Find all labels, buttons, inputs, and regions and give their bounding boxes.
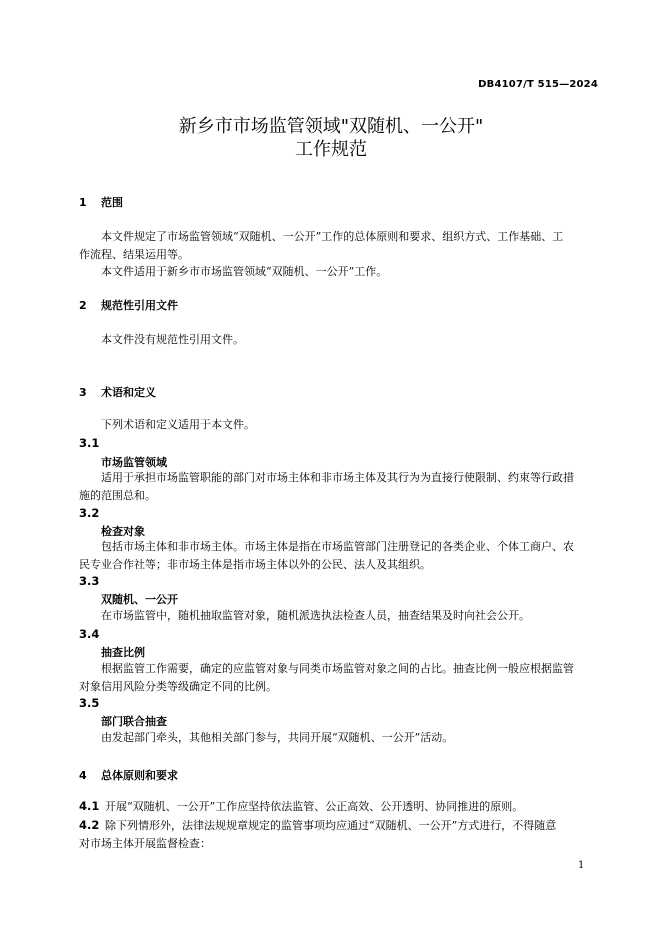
text-line: 由发起部门牵头，其他相关部门参与，共同开展“双随机、一公开”活动。: [101, 731, 454, 744]
section-title: 术语和定义: [101, 386, 156, 399]
text-line: 本文件适用于新乡市市场监管领域“双随机、一公开”工作。: [101, 265, 388, 278]
text-line: 施的范围总和。: [79, 488, 156, 502]
term-number: 3.1: [79, 436, 100, 450]
section-heading-principles: [79, 767, 178, 783]
section-number: 1: [79, 196, 87, 209]
document-title-line1: 新乡市市场监管领域"双随机、一公开": [178, 116, 484, 137]
clause-number: 4.2: [79, 818, 100, 832]
references-paragraph: [101, 331, 244, 349]
text-line: 本文件规定了市场监管领域“双随机、一公开”工作的总体原则和要求、组织方式、工作基础、工: [101, 230, 564, 243]
section-heading-scope: [79, 194, 123, 210]
section-title: 总体原则和要求: [101, 769, 178, 782]
scope-paragraph: [79, 228, 563, 281]
section-heading-terms: [79, 384, 156, 400]
text-line: 本文件没有规范性引用文件。: [101, 333, 244, 346]
term-name: 部门联合抽查: [101, 715, 167, 728]
section-number: 2: [79, 299, 87, 312]
text-line: 根据监管工作需要，确定的应监管对象与同类市场监管对象之间的占比。抽查比例一般应根据监管: [101, 662, 574, 675]
terms-intro: [101, 416, 255, 434]
text-line: 对象信用风险分类等级确定不同的比例。: [79, 679, 277, 693]
term-number: 3.5: [79, 696, 100, 710]
term-name: 抽查比例: [101, 646, 145, 659]
term-definition: [79, 660, 574, 695]
clause-text: 除下列情形外，法律法规规章规定的监管事项均应通过“双随机、一公开”方式进行，不得随意: [105, 819, 557, 832]
term-definition: [79, 538, 574, 573]
term-name: 检查对象: [101, 525, 145, 538]
document-title-line2: 工作规范: [295, 139, 367, 160]
standard-code: DB4107/T 515—2024: [478, 79, 598, 90]
text-line: 包括市场主体和非市场主体。市场主体是指在市场监管部门注册登记的各类企业、个体工商户、农: [101, 540, 574, 553]
section-title: 规范性引用文件: [101, 299, 178, 312]
clause-text: 开展“双随机、一公开”工作应坚持依法监管、公正高效、公开透明、协同推进的原则。: [105, 800, 524, 813]
section-heading-references: [79, 297, 178, 313]
section-title: 范围: [101, 196, 123, 209]
term-number: 3.2: [79, 506, 100, 520]
text-line: 民专业合作社等；非市场主体是指市场主体以外的公民、法人及其组织。: [79, 557, 431, 571]
term-number: 3.3: [79, 574, 100, 588]
text-line: 下列术语和定义适用于本文件。: [101, 418, 255, 431]
clause-number: 4.1: [79, 799, 100, 813]
term-name: 双随机、一公开: [101, 593, 178, 606]
clause-4-2: [79, 817, 556, 852]
section-number: 4: [79, 769, 87, 782]
text-line: 在市场监管中，随机抽取监管对象，随机派选执法检查人员，抽查结果及时向社会公开。: [101, 609, 530, 622]
term-number: 3.4: [79, 627, 100, 641]
clause-4-1: [79, 798, 523, 816]
text-line: 适用于承担市场监管职能的部门对市场主体和非市场主体及其行为为直接行使限制、约束等行政措: [101, 471, 574, 484]
term-definition: [79, 469, 574, 504]
text-line: 作流程、结果运用等。: [79, 247, 189, 261]
page-number: 1: [578, 860, 585, 871]
text-line: [79, 798, 523, 816]
term-name: 市场监管领域: [101, 456, 167, 469]
section-number: 3: [79, 386, 87, 399]
term-definition: [101, 607, 530, 625]
term-definition: [101, 729, 453, 747]
text-line: [79, 817, 556, 835]
text-line: 对市场主体开展监督检查：: [79, 836, 211, 850]
